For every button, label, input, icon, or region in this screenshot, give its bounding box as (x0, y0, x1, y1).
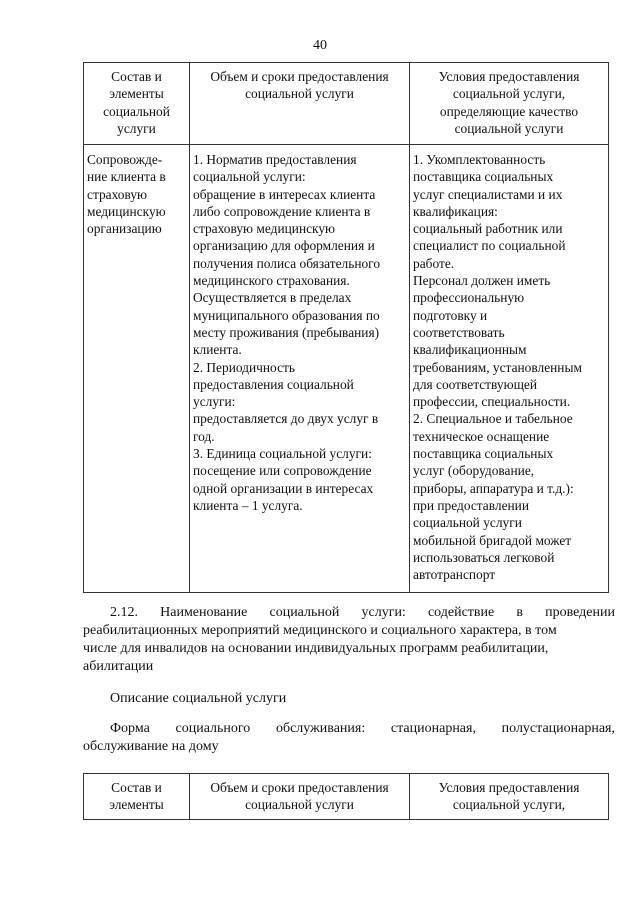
text-line: ние клиента в (87, 169, 166, 185)
text-line: предоставляется до двух услуг в (193, 411, 379, 427)
text-line: 2. Специальное и табельное (413, 411, 573, 427)
text-line: Объем и сроки предоставления (210, 69, 389, 84)
text-line: Сопровожде- (87, 152, 163, 167)
text-line: техническое оснащение (413, 428, 550, 444)
word: проведении (545, 605, 615, 620)
text-line: поставщика социальных (413, 169, 554, 185)
text-line: Состав и (111, 69, 162, 84)
text-line: социальной услуги, (452, 797, 566, 813)
word: услуги: (361, 605, 406, 620)
description-heading: Описание социальной услуги (110, 691, 287, 706)
word: обслуживания: (275, 721, 366, 736)
text-line: обращение в интересах клиента (193, 186, 376, 202)
text-line: год. (193, 428, 215, 444)
section-title-line3: числе для инвалидов на основании индивидуальных программ реабилитации, (83, 641, 549, 656)
service-form-line1 (83, 720, 615, 738)
word: Наименование (160, 605, 248, 620)
text-line: приборы, аппаратура и т.д.): (413, 480, 574, 496)
text-line: услуг (оборудование, (413, 463, 535, 479)
text-line: требованиям, установленным (413, 359, 582, 375)
text-line: клиента. (193, 342, 242, 358)
text-line: одной организации в интересах (193, 480, 374, 496)
text-line: медицинского страхования. (193, 273, 350, 289)
header-quality-conditions (410, 774, 609, 820)
text-line: социальной услуги (245, 86, 354, 102)
cell-volume-terms (190, 145, 410, 593)
service-form-line2: обслуживание на дому (83, 739, 219, 754)
text-line: профессиональную (413, 290, 525, 306)
text-line: элементы (109, 797, 164, 813)
cell-quality-conditions (410, 145, 609, 593)
text-line: при предоставлении (413, 497, 530, 513)
text-line: для соответствующей (413, 376, 537, 392)
text-line: элементы (109, 86, 164, 102)
text-line: предоставления социальной (193, 376, 354, 392)
text-line: социальной услуги (413, 515, 522, 531)
text-line: муниципального образования по (193, 307, 380, 323)
section-title (83, 604, 615, 676)
text-line: 1. Норматив предоставления (193, 152, 357, 167)
text-line: либо сопровождение клиента в (193, 203, 371, 219)
word: 2.12. (110, 605, 138, 620)
text-line: Объем и сроки предоставления (210, 780, 389, 795)
service-form (83, 720, 615, 756)
header-quality-conditions (410, 63, 609, 145)
text-line: социальный работник или (413, 221, 563, 237)
text-line: поставщика социальных (413, 446, 554, 462)
text-line: Персонал должен иметь (413, 273, 551, 289)
text-line: Состав и (111, 780, 162, 795)
header-composition (84, 774, 190, 820)
page-number: 40 (313, 38, 327, 53)
section-title-line4: абилитации (83, 659, 154, 674)
text-line: квалификационным (413, 342, 527, 358)
text-line: автотранспорт (413, 567, 496, 583)
word: социального (175, 721, 251, 736)
text-line: клиента – 1 услуга. (193, 497, 303, 513)
text-line: месту проживания (пребывания) (193, 324, 380, 340)
word: в (516, 605, 523, 620)
text-line: организацию (87, 221, 162, 237)
text-line: квалификация: (413, 203, 498, 219)
text-line: специалист по социальной (413, 238, 566, 254)
table-header-row (84, 63, 609, 145)
header-volume-terms (190, 774, 410, 820)
text-line: посещение или сопровождение (193, 463, 372, 479)
text-line: услуг специалистами и их (413, 186, 563, 202)
section-title-line1 (83, 604, 615, 622)
section-title-line2: реабилитационных мероприятий медицинского и социального характера, в том (83, 623, 557, 638)
text-line: услуги (117, 120, 156, 136)
service-table-continued (83, 773, 609, 820)
word: полустационарная, (501, 721, 615, 736)
text-line: социальной услуги (454, 120, 564, 136)
text-line: 3. Единица социальной услуги: (193, 446, 372, 462)
word: стационарная, (390, 721, 476, 736)
text-line: соответствовать (413, 324, 505, 340)
table-row (84, 145, 609, 593)
header-composition (84, 63, 190, 145)
text-line: подготовку и (413, 307, 488, 323)
text-line: профессии, специальности. (413, 394, 571, 410)
header-volume-terms (190, 63, 410, 145)
text-line: медицинскую (87, 203, 166, 219)
cell-service-name (84, 145, 190, 593)
word: социальной (269, 605, 340, 620)
service-table (83, 62, 609, 593)
text-line: услуги: (193, 394, 236, 410)
text-line: использоваться легковой (413, 549, 555, 565)
text-line: социальной услуги: (193, 169, 306, 185)
text-line: социальной услуги (245, 797, 354, 813)
text-line: 2. Периодичность (193, 359, 295, 375)
word: Форма (110, 721, 150, 736)
text-line: Условия предоставления (438, 69, 580, 84)
text-line: мобильной бригадой может (413, 532, 572, 548)
table-header-row (84, 774, 609, 820)
text-line: страховую (87, 186, 148, 202)
text-line: получения полиса обязательного (193, 255, 381, 271)
text-line: Условия предоставления (438, 780, 580, 795)
text-line: социальной услуги, (452, 86, 566, 102)
text-line: 1. Укомплектованность (413, 152, 546, 167)
text-line: организацию для оформления и (193, 238, 375, 254)
word: содействие (427, 605, 495, 620)
text-line: работе. (413, 255, 455, 271)
text-line: Осуществляется в пределах (193, 290, 352, 306)
text-line: определяющие качество (439, 103, 579, 119)
text-line: страховую медицинскую (193, 221, 336, 237)
text-line: социальной (103, 103, 170, 119)
